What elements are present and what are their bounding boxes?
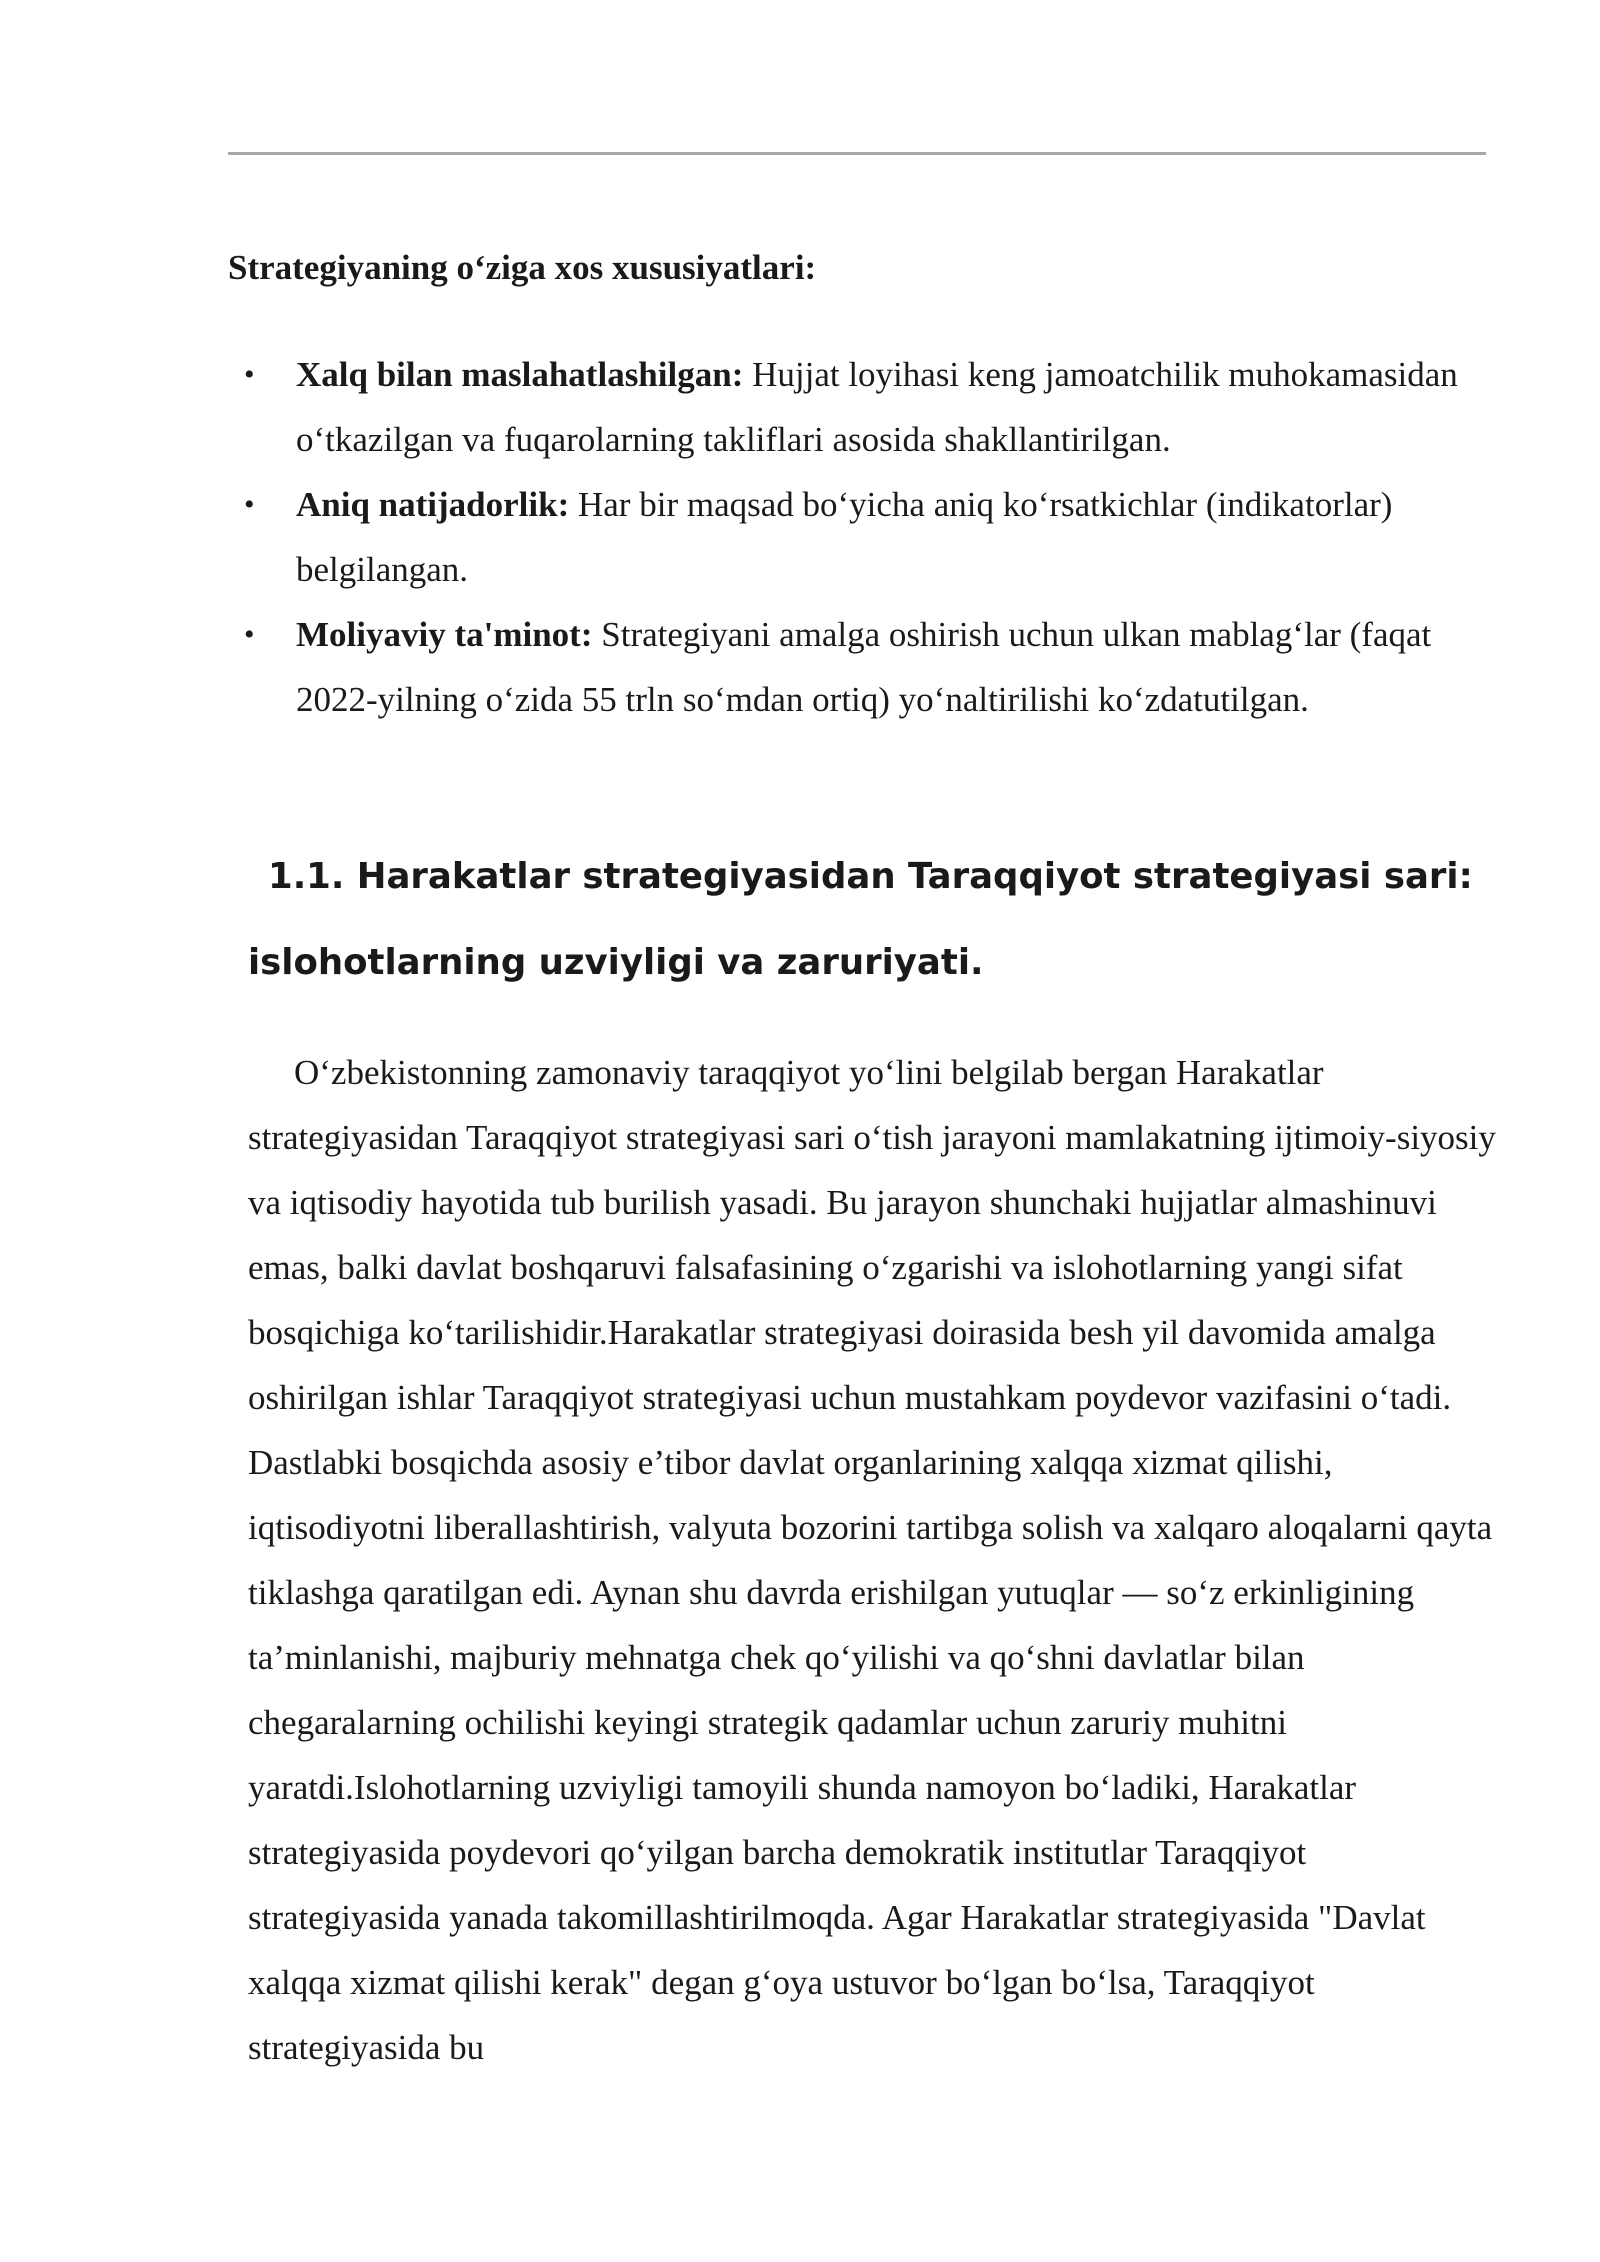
features-list [228,342,1498,732]
feature-text: Hujjat loyihasi keng jamoatchilik muhokamasidan o‘tkazilgan va fuqarolarning takliflari asosida shakllantirilgan. [296,355,1458,459]
bullet-icon: • [244,618,255,651]
bullet-icon: • [244,488,255,521]
feature-text: Strategiyani amalga oshirish uchun ulkan mablag‘lar (faqat 2022-yilning o‘zida 55 trln so‘mdan ortiq) yo‘naltirilishi ko‘zdatutilgan. [296,615,1432,719]
section-heading: 1.1. Harakatlar strategiyasidan Taraqqiyot strategiyasi sari: islohotlarning uzviyligi va zaruriyati. [248,856,1473,983]
feature-label: Aniq natijadorlik: [296,485,570,524]
bullet-icon: • [244,358,255,391]
feature-label: Moliyaviy ta'minot: [296,615,593,654]
list-item [228,342,1498,472]
feature-label: Xalq bilan maslahatlashilgan: [296,355,744,394]
list-item [228,472,1498,602]
header-divider [228,152,1486,155]
body-paragraph: O‘zbekistonning zamonaviy taraqqiyot yo‘lini belgilab bergan Harakatlar strategiyasidan Taraqqiyot strategiyasi sari o‘tish jarayoni mamlakatning ijtimoiy-siyosiy va iqtisodiy hayotida tub burilish yasadi. Bu jarayon shunchaki hujjatlar almashinuvi emas, balki davlat boshqaruvi falsafasining o‘zgarishi va islohotlarning yangi sifat bosqichiga ko‘tarilishidir.Harakatlar strategiyasi doirasida besh yil davomida amalga oshirilgan ishlar Taraqqiyot strategiyasi uchun mustahkam poydevor vazifasini o‘tadi. Dastlabki bosqichda asosiy e’tibor davlat organlarining xalqqa xizmat qilishi, iqtisodiyotni liberallashtirish, valyuta bozorini tartibga solish va xalqaro aloqalarni qayta tiklashga qaratilgan edi. Aynan shu davrda erishilgan yutuqlar — so‘z erkinligining ta’minlanishi, majburiy mehnatga chek qo‘yilishi va qo‘shni davlatlar bilan chegaralarning ochilishi keyingi strategik qadamlar uchun zaruriy muhitni yaratdi.Islohotlarning uzviyligi tamoyili shunda namoyon bo‘ladiki, Harakatlar strategiyasida poydevori qo‘yilgan barcha demokratik institutlar Taraqqiyot strategiyasida yanada takomillashtirilmoqda. Agar Harakatlar strategiyasida "Davlat xalqqa xizmat qilishi kerak" degan g‘oya ustuvor bo‘lgan bo‘lsa, Taraqqiyot strategiyasida bu [248,1053,1496,2067]
features-heading: Strategiyaning o‘ziga xos xususiyatlari: [228,248,817,287]
feature-text: Har bir maqsad bo‘yicha aniq ko‘rsatkichlar (indikatorlar) belgilangan. [296,485,1393,589]
list-item [228,602,1498,732]
